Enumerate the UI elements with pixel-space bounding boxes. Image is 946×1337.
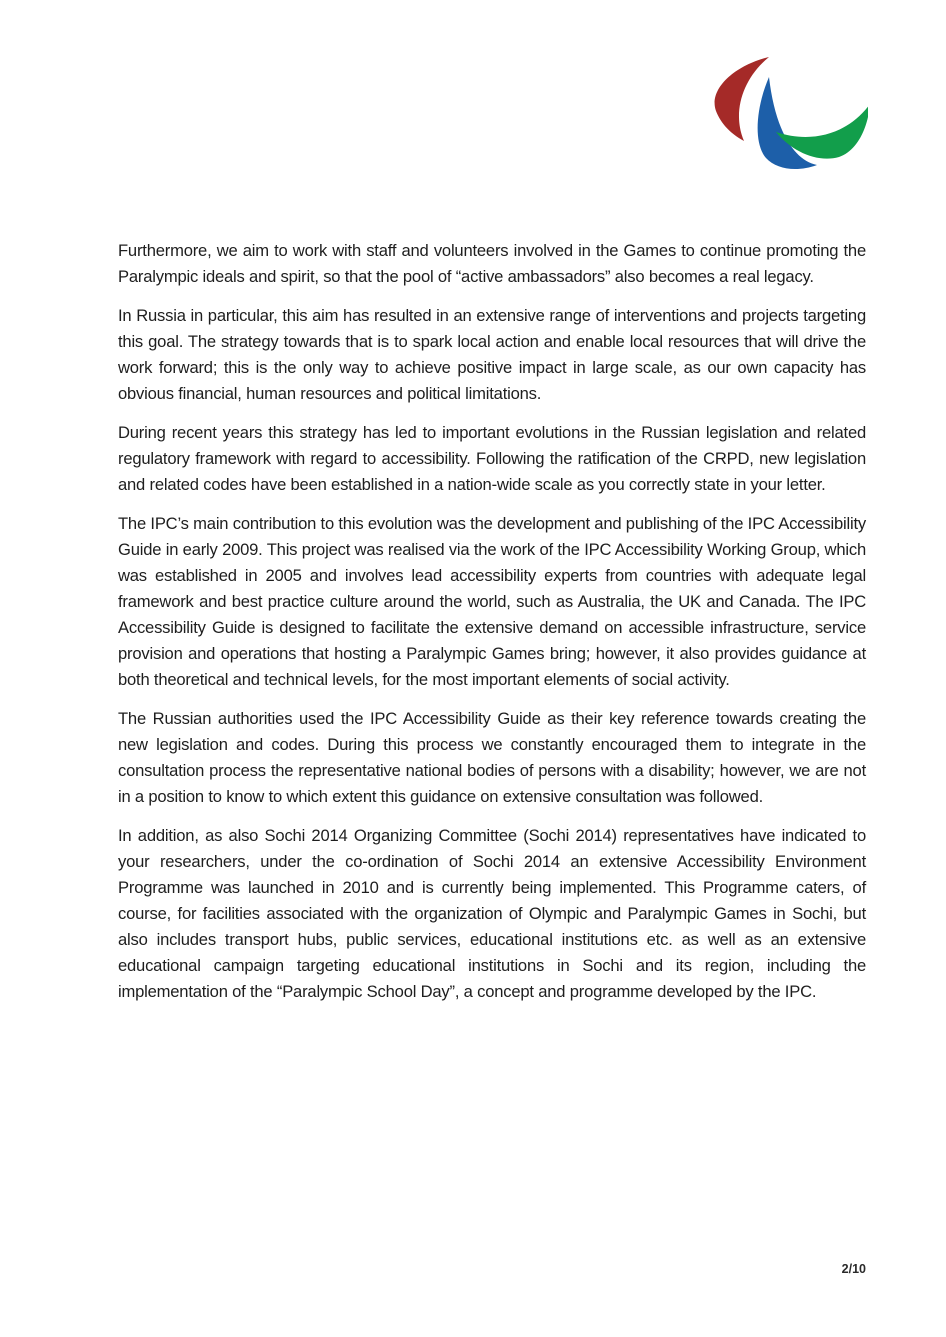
paragraph: The Russian authorities used the IPC Accessibility Guide as their key reference towards creating the new legislation and codes. During this process we constantly encouraged them to integrate in the consultation process the representative national bodies of persons with a disability; however, we are not in a position to know to which extent this guidance on extensive consultation was followed. bbox=[118, 709, 866, 806]
agito-blue bbox=[758, 77, 817, 169]
paragraph: During recent years this strategy has led to important evolutions in the Russian legislation and related regulatory framework with regard to accessibility. Following the ratification of the CRPD, new legislation and related codes have been established in a nation-wide scale as you correctly state in your letter. bbox=[118, 423, 866, 494]
page-number: 2/10 bbox=[841, 1262, 866, 1276]
letter-body bbox=[118, 238, 866, 1018]
paralympic-agitos-logo bbox=[698, 55, 868, 175]
paragraph: Furthermore, we aim to work with staff and volunteers involved in the Games to continue promoting the Paralympic ideals and spirit, so that the pool of “active ambassadors” also becomes a real legacy. bbox=[118, 241, 866, 286]
paragraph: The IPC’s main contribution to this evolution was the development and publishing of the IPC Accessibility Guide in early 2009. This project was realised via the work of the IPC Accessibility Working Group, which was established in 2005 and involves lead accessibility experts from countries with adequate legal framework and best practice culture around the world, such as Australia, the UK and Canada. The IPC Accessibility Guide is designed to facilitate the extensive demand on accessible infrastructure, service provision and operations that hosting a Paralympic Games bring; however, it also provides guidance at both theoretical and technical levels, for the most important elements of social activity. bbox=[118, 514, 866, 689]
paragraph: In Russia in particular, this aim has resulted in an extensive range of interventions and projects targeting this goal. The strategy towards that is to spark local action and enable local resources that will drive the work forward; this is the only way to achieve positive impact in large scale, as our own capacity has obvious financial, human resources and political limitations. bbox=[118, 306, 866, 403]
paragraph: In addition, as also Sochi 2014 Organizing Committee (Sochi 2014) representatives have indicated to your researchers, under the co-ordination of Sochi 2014 an extensive Accessibility Environment Programme was launched in 2010 and is currently being implemented. This Programme caters, of course, for facilities associated with the organization of Olympic and Paralympic Games in Sochi, but also includes transport hubs, public services, educational institutions etc. as well as an extensive educational campaign targeting educational institutions in Sochi and its region, including the implementation of the “Paralympic School Day”, a concept and programme developed by the IPC. bbox=[118, 826, 866, 1001]
